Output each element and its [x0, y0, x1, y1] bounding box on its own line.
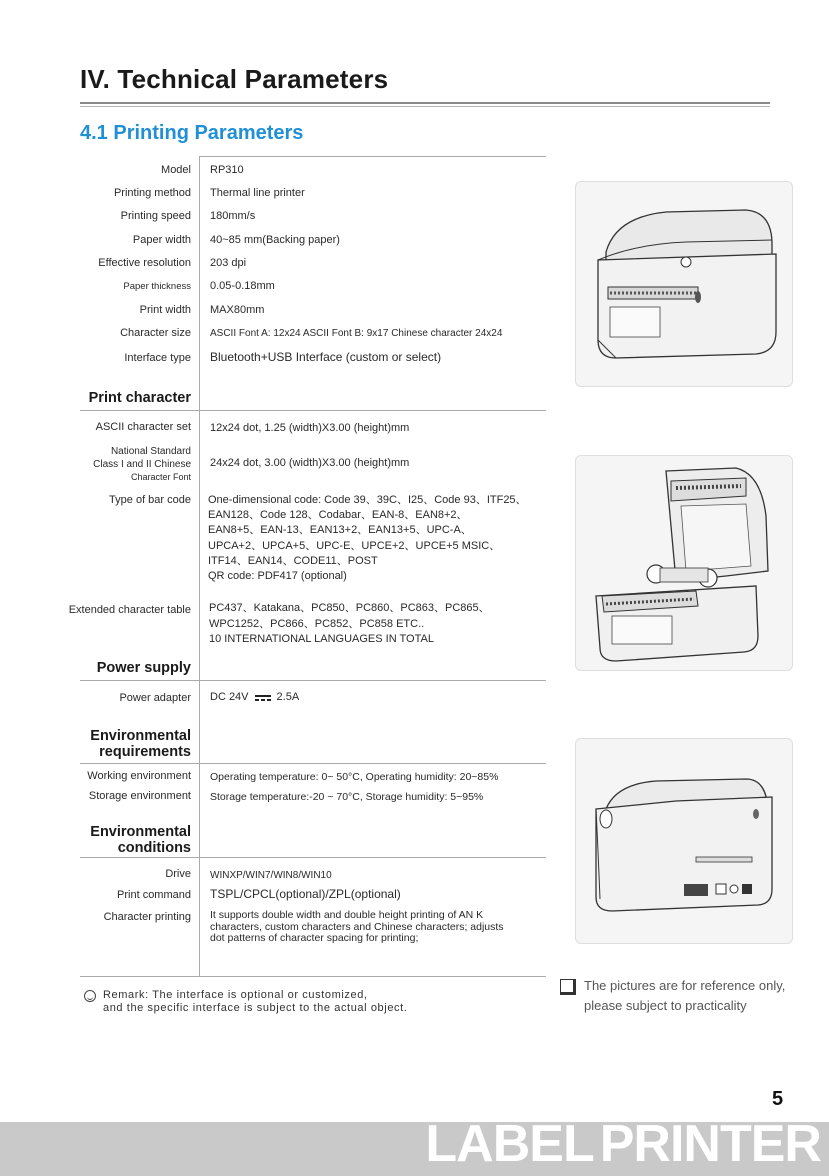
printer-closed-drawing — [576, 182, 792, 386]
page-title: IV. Technical Parameters — [80, 64, 389, 94]
note-checkbox-icon — [560, 979, 576, 995]
row-label: Storage environment — [88, 790, 191, 802]
row-label: Paper thickness — [123, 281, 191, 292]
print-character-heading: Print character — [88, 390, 191, 406]
printer-rear-drawing — [576, 739, 792, 943]
row-value: 24x24 dot, 3.00 (width)X3.00 (height)mm — [210, 457, 410, 469]
row-value: 203 dpi — [210, 257, 247, 269]
printer-rear-image — [575, 738, 793, 944]
row-label: Working environment — [87, 770, 191, 782]
row-label: Type of bar code — [109, 494, 191, 506]
row-value: Operating temperature: 0~ 50°C, Operating humidity: 20~85% — [210, 771, 499, 783]
page-number: 5 — [772, 1088, 784, 1110]
row-label: Extended character table — [68, 604, 191, 616]
row-value: Thermal line printer — [210, 187, 305, 199]
national-standard-label: National Standard Class I and II Chinese Character Font — [93, 446, 191, 482]
extended-char-list: PC437、Katakana、PC850、PC860、PC863、PC865、 WPC1252、PC866、PC852、PC858 ETC.. 10 INTERNATIONAL LANGUAGES IN TOTAL — [209, 602, 490, 645]
dc-symbol-icon — [255, 694, 271, 702]
table-bottom-rule — [80, 976, 546, 977]
env-conditions-heading: Environmental conditions — [90, 824, 191, 856]
table-column-divider — [199, 156, 200, 976]
row-value: 40~85 mm(Backing paper) — [210, 234, 340, 246]
row-label: Printing speed — [120, 210, 191, 222]
row-label: Character size — [120, 327, 191, 339]
env-requirements-heading: Environmental requirements — [90, 728, 191, 760]
row-label: Model — [161, 164, 191, 176]
env-requirements-rule — [80, 763, 546, 764]
row-value: MAX80mm — [210, 304, 265, 316]
table-top-rule — [200, 156, 546, 157]
brand-logo-text: LABEL PRINTER — [425, 1115, 821, 1173]
row-label: ASCII character set — [95, 421, 191, 433]
title-rule-thin — [80, 106, 770, 107]
row-value: 180mm/s — [210, 210, 256, 222]
remark-line-1: Remark: The interface is optional or customized, — [103, 989, 368, 1001]
power-adapter-value: DC 24V 2.5A — [210, 691, 300, 703]
row-label: Power adapter — [119, 692, 191, 704]
printer-open-image — [575, 455, 793, 671]
row-value: Bluetooth+USB Interface (custom or select) — [210, 350, 442, 364]
row-value: 12x24 dot, 1.25 (width)X3.00 (height)mm — [210, 422, 410, 434]
print-character-rule — [80, 410, 546, 411]
picture-note-line-2: please subject to practicality — [584, 998, 747, 1013]
row-value: 0.05-0.18mm — [210, 280, 275, 292]
title-rule — [80, 102, 770, 104]
printer-closed-image — [575, 181, 793, 387]
row-label: Print command — [117, 889, 191, 901]
row-label: Paper width — [132, 234, 191, 246]
row-value: RP310 — [210, 164, 244, 176]
power-supply-rule — [80, 680, 546, 681]
row-label: Character printing — [103, 911, 191, 923]
power-supply-heading: Power supply — [96, 660, 191, 676]
row-label: Print width — [139, 304, 191, 316]
row-label: Drive — [165, 868, 191, 880]
remark-icon — [84, 990, 96, 1002]
printer-open-drawing — [576, 456, 792, 670]
character-printing-value: It supports double width and double height printing of AN K characters, custom characters and Chinese characters; adjusts dot patterns of character spacing for printing; — [210, 909, 504, 944]
remark-line-2: and the specific interface is subject to the actual object. — [103, 1002, 408, 1014]
row-value: Storage temperature:-20 ~ 70°C, Storage humidity: 5~95% — [210, 791, 484, 803]
row-label: Printing method — [113, 187, 191, 199]
barcode-list: One-dimensional code: Code 39、39C、I25、Code 93、ITF25、 EAN128、Code 128、Codabar、EAN-8、EAN8+2、 EAN8+5、EAN-13、EAN13+2、EAN13+5、UPC-A、 UPCA+2、UPCA+5、UPC-E、UPCE+2、UPCE+5 MSIC、 ITF14、EAN14、CODE11、POST QR code: PDF417 (optional) — [208, 494, 527, 583]
row-label: Interface type — [124, 352, 191, 364]
picture-note-line-1: The pictures are for reference only, — [584, 978, 786, 993]
row-value: ASCII Font A: 12x24 ASCII Font B: 9x17 Chinese character 24x24 — [210, 328, 503, 339]
row-value: TSPL/CPCL(optional)/ZPL(optional) — [210, 887, 401, 901]
row-label: Effective resolution — [98, 257, 191, 269]
row-value: WINXP/WIN7/WIN8/WIN10 — [210, 870, 332, 881]
env-conditions-rule — [80, 857, 546, 858]
section-title: 4.1 Printing Parameters — [80, 122, 304, 144]
